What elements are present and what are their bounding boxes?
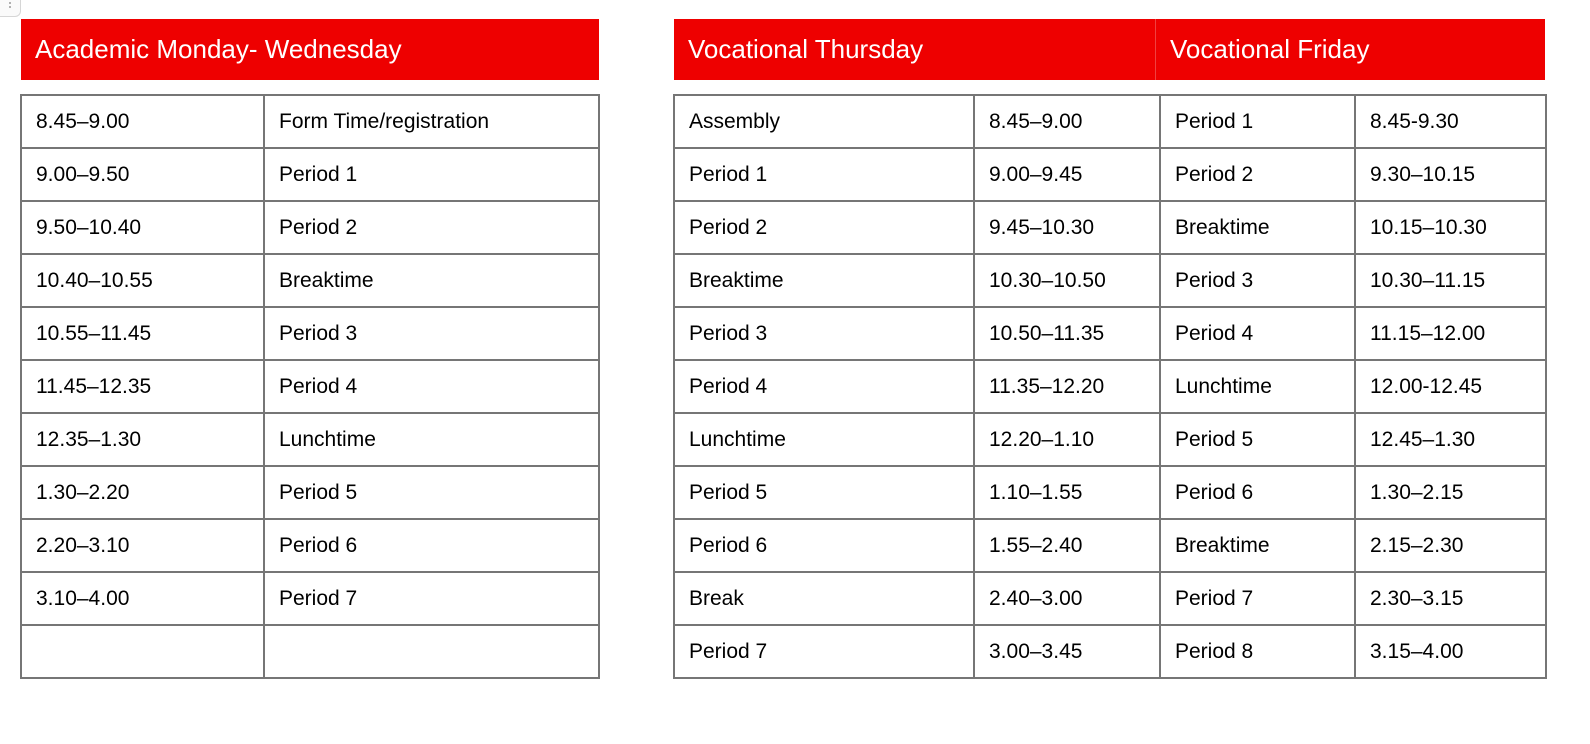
academic-table-row [21, 572, 599, 625]
friday-time-cell: 2.30–3.15 [1355, 572, 1546, 625]
academic-header [21, 19, 599, 80]
vocational-table-row [674, 466, 1546, 519]
thursday-activity-cell: Assembly [674, 95, 974, 148]
academic-table-row [21, 625, 599, 678]
friday-activity-cell: Period 5 [1160, 413, 1355, 466]
thursday-time-cell: 11.35–12.20 [974, 360, 1160, 413]
thursday-activity-cell: Lunchtime [674, 413, 974, 466]
academic-time-cell: 3.10–4.00 [21, 572, 264, 625]
thursday-activity-cell: Period 5 [674, 466, 974, 519]
vocational-table-row [674, 148, 1546, 201]
friday-time-cell: 1.30–2.15 [1355, 466, 1546, 519]
academic-table-row [21, 201, 599, 254]
academic-time-cell: 1.30–2.20 [21, 466, 264, 519]
academic-time-cell: 10.40–10.55 [21, 254, 264, 307]
vocational-table-row [674, 307, 1546, 360]
academic-activity-cell [264, 625, 599, 678]
thursday-header-title: Vocational Thursday [688, 34, 924, 64]
academic-activity-cell: Period 2 [264, 201, 599, 254]
academic-table-row [21, 519, 599, 572]
academic-activity-cell: Period 3 [264, 307, 599, 360]
academic-time-cell: 9.50–10.40 [21, 201, 264, 254]
thursday-time-cell: 3.00–3.45 [974, 625, 1160, 678]
academic-table-row [21, 95, 599, 148]
academic-table-row [21, 307, 599, 360]
friday-activity-cell: Period 4 [1160, 307, 1355, 360]
academic-activity-cell: Period 7 [264, 572, 599, 625]
vocational-table-row [674, 572, 1546, 625]
academic-activity-cell: Period 4 [264, 360, 599, 413]
friday-activity-cell: Period 6 [1160, 466, 1355, 519]
friday-time-cell: 10.15–10.30 [1355, 201, 1546, 254]
friday-time-cell: 3.15–4.00 [1355, 625, 1546, 678]
friday-activity-cell: Period 3 [1160, 254, 1355, 307]
academic-activity-cell: Breaktime [264, 254, 599, 307]
thursday-activity-cell: Period 2 [674, 201, 974, 254]
academic-activity-cell: Form Time/registration [264, 95, 599, 148]
thursday-time-cell: 8.45–9.00 [974, 95, 1160, 148]
thursday-activity-cell: Period 1 [674, 148, 974, 201]
friday-activity-cell: Period 1 [1160, 95, 1355, 148]
vocational-timetable [673, 94, 1547, 679]
academic-table-row [21, 360, 599, 413]
friday-time-cell: 9.30–10.15 [1355, 148, 1546, 201]
friday-activity-cell: Period 7 [1160, 572, 1355, 625]
academic-time-cell: 11.45–12.35 [21, 360, 264, 413]
vocational-table-row [674, 201, 1546, 254]
academic-activity-cell: Lunchtime [264, 413, 599, 466]
friday-time-cell: 8.45-9.30 [1355, 95, 1546, 148]
academic-table-row [21, 148, 599, 201]
friday-activity-cell: Period 8 [1160, 625, 1355, 678]
academic-time-cell [21, 625, 264, 678]
academic-header-title: Academic Monday- Wednesday [35, 34, 402, 64]
thursday-activity-cell: Period 3 [674, 307, 974, 360]
thursday-activity-cell: Breaktime [674, 254, 974, 307]
thursday-activity-cell: Break [674, 572, 974, 625]
thursday-activity-cell: Period 6 [674, 519, 974, 572]
thursday-header-cell [674, 19, 1155, 80]
vocational-header [674, 19, 1545, 80]
academic-table-row [21, 254, 599, 307]
friday-time-cell: 10.30–11.15 [1355, 254, 1546, 307]
thursday-time-cell: 10.30–10.50 [974, 254, 1160, 307]
vocational-table-row [674, 519, 1546, 572]
academic-time-cell: 10.55–11.45 [21, 307, 264, 360]
friday-time-cell: 12.00-12.45 [1355, 360, 1546, 413]
thursday-activity-cell: Period 4 [674, 360, 974, 413]
thursday-time-cell: 9.00–9.45 [974, 148, 1160, 201]
academic-activity-cell: Period 1 [264, 148, 599, 201]
thursday-time-cell: 1.10–1.55 [974, 466, 1160, 519]
thursday-time-cell: 12.20–1.10 [974, 413, 1160, 466]
vocational-table-row [674, 625, 1546, 678]
friday-time-cell: 12.45–1.30 [1355, 413, 1546, 466]
friday-header-title: Vocational Friday [1170, 34, 1370, 64]
friday-time-cell: 11.15–12.00 [1355, 307, 1546, 360]
corner-handle-icon[interactable] [0, 0, 21, 17]
academic-table-row [21, 413, 599, 466]
vocational-table-row [674, 413, 1546, 466]
thursday-time-cell: 9.45–10.30 [974, 201, 1160, 254]
academic-time-cell: 12.35–1.30 [21, 413, 264, 466]
thursday-activity-cell: Period 7 [674, 625, 974, 678]
friday-header-cell [1155, 19, 1545, 80]
academic-time-cell: 2.20–3.10 [21, 519, 264, 572]
thursday-time-cell: 2.40–3.00 [974, 572, 1160, 625]
academic-time-cell: 9.00–9.50 [21, 148, 264, 201]
academic-activity-cell: Period 5 [264, 466, 599, 519]
thursday-time-cell: 1.55–2.40 [974, 519, 1160, 572]
friday-activity-cell: Period 2 [1160, 148, 1355, 201]
friday-activity-cell: Breaktime [1160, 519, 1355, 572]
vocational-table-row [674, 95, 1546, 148]
academic-timetable [20, 94, 600, 679]
thursday-time-cell: 10.50–11.35 [974, 307, 1160, 360]
vocational-table-row [674, 254, 1546, 307]
academic-activity-cell: Period 6 [264, 519, 599, 572]
academic-table-row [21, 466, 599, 519]
friday-activity-cell: Lunchtime [1160, 360, 1355, 413]
friday-time-cell: 2.15–2.30 [1355, 519, 1546, 572]
grip-dots-icon [9, 2, 11, 4]
vocational-table-row [674, 360, 1546, 413]
friday-activity-cell: Breaktime [1160, 201, 1355, 254]
academic-time-cell: 8.45–9.00 [21, 95, 264, 148]
